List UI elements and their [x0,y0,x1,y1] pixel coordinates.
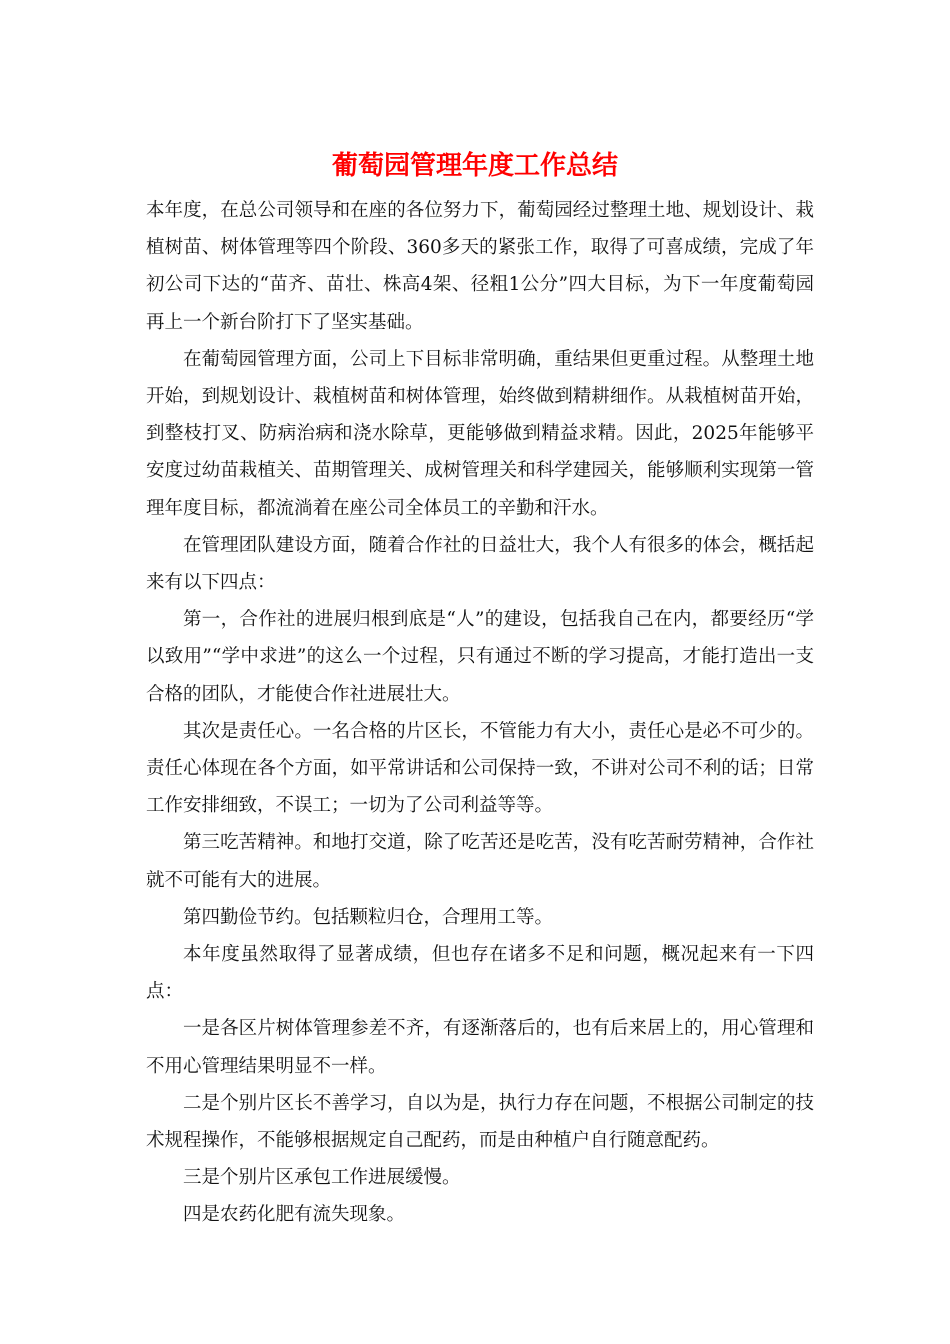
paragraph-point-thrift: 第四勤俭节约。包括颗粒归仓，合理用工等。 [183,906,554,928]
paragraph-shortcomings-intro: 本年度虽然取得了显著成绩，但也存在诸多不足和问题，概况起来有一下四点： [146,944,814,1003]
paragraph-point-first: 第一，合作社的进展归根到底是“人”的建设，包括我自己在内，都要经历“学以致用”“学中求进”的这么一个过程，只有通过不断的学习提高，才能打造出一支合格的团队，才能使合作社进展壮大。 [146,609,814,705]
document-body [146,192,814,1234]
document-title: 葡萄园管理年度工作总结 [331,151,618,181]
paragraph-issue-three: 三是个别片区承包工作进展缓慢。 [183,1167,461,1189]
paragraph-issue-one: 一是各区片树体管理参差不齐，有逐渐落后的，也有后来居上的，用心管理和不用心管理结果明显不一样。 [146,1018,814,1077]
paragraph-point-hardship: 第三吃苦精神。和地打交道，除了吃苦还是吃苦，没有吃苦耐劳精神，合作社就不可能有大的进展。 [146,832,814,891]
paragraph-vineyard-management: 在葡萄园管理方面，公司上下目标非常明确，重结果但更重过程。从整理土地开始，到规划设计、栽植树苗和树体管理，始终做到精耕细作。从栽植树苗开始，到整枝打叉、防病治病和浇水除草，更能够做到精益求精。因此，2025年能够平安度过幼苗栽植关、苗期管理关、成树管理关和科学建园关，能够顺利实现第一管理年度目标，都流淌着在座公司全体员工的辛勤和汗水。 [146,348,814,519]
paragraph-issue-four: 四是农药化肥有流失现象。 [183,1204,406,1226]
paragraph-team-building: 在管理团队建设方面，随着合作社的日益壮大，我个人有很多的体会，概括起来有以下四点： [146,534,814,594]
paragraph-issue-two: 二是个别片区长不善学习，自以为是，执行力存在问题，不根据公司制定的技术规程操作，不能够根据规定自己配药，而是由种植户自行随意配药。 [146,1092,814,1152]
paragraph-point-responsibility: 其次是责任心。一名合格的片区长，不管能力有大小，责任心是必不可少的。责任心体现在各个方面，如平常讲话和公司保持一致，不讲对公司不利的话；日常工作安排细致，不误工；一切为了公司利益等等。 [146,720,814,817]
paragraph-intro: 本年度，在总公司领导和在座的各位努力下，葡萄园经过整理土地、规划设计、栽植树苗、树体管理等四个阶段、360多天的紧张工作，取得了可喜成绩，完成了年初公司下达的“苗齐、苗壮、株高4架、径粗1公分”四大目标，为下一年度葡萄园再上一个新台阶打下了坚实基础。 [146,200,814,333]
